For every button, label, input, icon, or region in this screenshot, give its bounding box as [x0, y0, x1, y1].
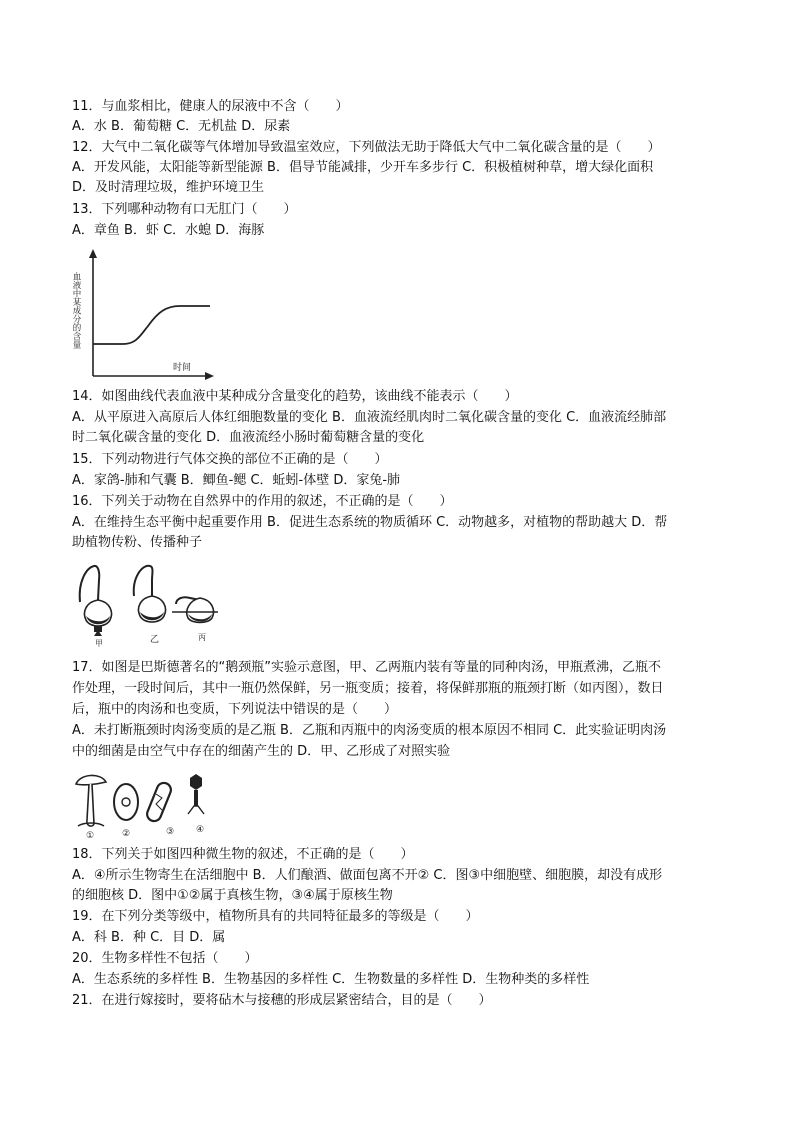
q17-options-2: 中的细菌是由空气中存在的细菌产生的 D．甲、乙形成了对照实验	[72, 744, 451, 759]
q20-options: A．生态系统的多样性 B．生物基因的多样性 C．生物数量的多样性 D．生物种类的多样性	[72, 972, 590, 987]
q18-options-1: A．④所示生物寄生在活细胞中 B．人们酿酒、做面包离不开② C．图③中细胞壁、细胞膜，却没有成形	[72, 868, 663, 883]
microbe-label-1: ①	[86, 831, 95, 840]
y-axis-label: 血液中某成分的含量	[71, 272, 81, 349]
swan-neck-flask-figure	[72, 562, 222, 650]
q18-stem: 18．下列关于如图四种微生物的叙述，不正确的是（ ）	[72, 847, 414, 862]
q15-options: A．家鸽-肺和气囊 B．鲫鱼-鳃 C．蚯蚓-体壁 D．家兔-肺	[72, 473, 401, 488]
q11-options: A．水 B．葡萄糖 C．无机盐 D．尿素	[72, 119, 291, 134]
q15-stem: 15．下列动物进行气体交换的部位不正确的是（ ）	[72, 452, 388, 467]
flask-bing	[172, 597, 218, 622]
blood-component-graph	[68, 246, 218, 386]
microbe-label-2: ②	[122, 829, 131, 839]
q20-stem: 20．生物多样性不包括（ ）	[72, 951, 258, 966]
microbes-figure	[72, 770, 212, 840]
flask-label-yi: 乙	[150, 635, 160, 645]
q16-options-1: A．在维持生态平衡中起重要作用 B．促进生态系统的物质循环 C．动物越多，对植物的帮助越大 D．帮	[72, 515, 668, 530]
q17-options-1: A．未打断瓶颈时肉汤变质的是乙瓶 B．乙瓶和丙瓶中的肉汤变质的根本原因不相同 C．此实验证明肉汤	[72, 723, 667, 738]
q13-options: A．章鱼 B．虾 C．水螅 D．海豚	[72, 223, 265, 238]
q14-stem: 14．如图曲线代表血液中某种成分含量变化的趋势，该曲线不能表示（ ）	[72, 389, 518, 404]
q21-stem: 21．在进行嫁接时，要将砧木与接穗的形成层紧密结合，目的是（ ）	[72, 993, 492, 1008]
q12-stem: 12．大气中二氧化碳等气体增加导致温室效应，下列做法无助于降低大气中二氧化碳含量的是（ ）	[72, 140, 661, 155]
flask-label-bing: 丙	[198, 633, 206, 642]
q12-options-1: A．开发风能，太阳能等新型能源 B．倡导节能减排，少开车多步行 C．积极植树种草，增大绿化面积	[72, 160, 654, 175]
q11-stem: 11．与血浆相比，健康人的尿液中不含（ ）	[72, 99, 349, 114]
microbe-yeast	[114, 784, 138, 820]
microbe-virus	[188, 774, 204, 814]
q17-stem-2: 作处理，一段时间后，其中一瓶仍然保鲜，另一瓶变质；接着，将保鲜那瓶的瓶颈打断（如丙图），数日	[72, 681, 664, 696]
q16-stem: 16．下列关于动物在自然界中的作用的叙述，不正确的是（ ）	[72, 494, 453, 509]
q19-options: A．科 B．种 C．目 D．属	[72, 930, 226, 945]
y-axis-arrow	[89, 249, 97, 258]
microbe-bacterium	[145, 781, 173, 823]
q17-stem-3: 后，瓶中的肉汤和也变质，下列说法中错误的是（ ）	[72, 702, 398, 717]
flask-label-jia: 甲	[95, 639, 103, 648]
microbe-label-3: ③	[166, 827, 175, 837]
x-axis-arrow	[205, 372, 214, 380]
x-axis-label: 时间	[173, 363, 192, 373]
q14-options-1: A．从平原进入高原后人体红细胞数量的变化 B．血液流经肌肉时二氧化碳含量的变化 C．血液流经肺部	[72, 410, 667, 425]
q17-stem-1: 17．如图是巴斯德著名的“鹅颈瓶”实验示意图，甲、乙两瓶内装有等量的同种肉汤，甲瓶煮沸，乙瓶不	[72, 660, 662, 675]
q14-options-2: 时二氧化碳含量的变化 D．血液流经小肠时葡萄糖含量的变化	[72, 430, 425, 445]
microbe-mushroom	[76, 775, 106, 826]
q18-options-2: 的细胞核 D．图中①②属于真核生物，③④属于原核生物	[72, 888, 393, 903]
microbe-label-4: ④	[196, 825, 205, 835]
flask-yi	[134, 566, 166, 622]
q16-options-2: 助植物传粉、传播种子	[72, 535, 203, 550]
flask-jia	[80, 566, 112, 636]
data-curve	[93, 306, 210, 344]
q19-stem: 19．在下列分类等级中，植物所具有的共同特征最多的等级是（ ）	[72, 909, 479, 924]
q12-options-2: D．及时清理垃圾，维护环境卫生	[72, 180, 265, 195]
q13-stem: 13．下列哪种动物有口无肛门（ ）	[72, 202, 297, 217]
